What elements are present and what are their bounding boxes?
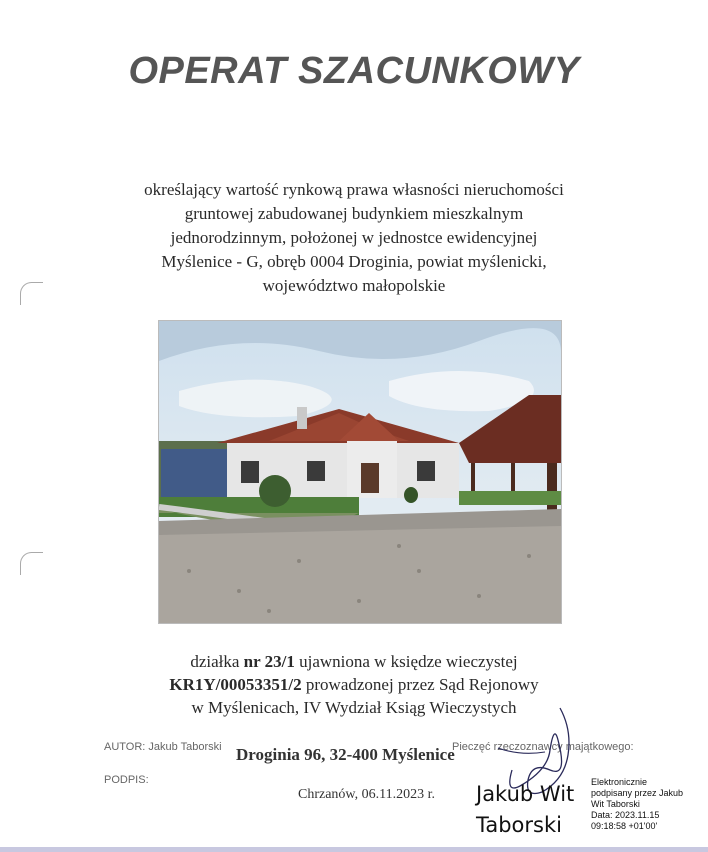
esign-line: 09:18:58 +01'00': [591, 821, 658, 831]
parcel-number: nr 23/1: [243, 652, 295, 671]
electronic-signature-info: [591, 777, 683, 832]
punch-hole-mark: [20, 552, 43, 575]
signature-label: PODPIS:: [104, 774, 149, 786]
page-edge: [0, 847, 708, 852]
signer-last-name: Taborski: [476, 813, 562, 837]
parcel-line: [120, 673, 588, 696]
parcel-text: działka: [190, 652, 244, 671]
esign-line: Elektronicznie: [591, 777, 648, 787]
description-line: Myślenice - G, obręb 0004 Droginia, powiat myślenicki,: [161, 252, 547, 271]
signer-first-name: Jakub Wit: [476, 782, 575, 806]
description-line: jednorodzinnym, położonej w jednostce ewidencyjnej: [170, 228, 538, 247]
parcel-text: prowadzonej przez Sąd Rejonowy: [301, 675, 539, 694]
esign-line: Data: 2023.11.15: [591, 810, 660, 820]
description-line: województwo małopolskie: [262, 276, 446, 295]
esign-line: podpisany przez Jakub: [591, 788, 684, 798]
property-description: [104, 178, 604, 298]
description-line: określający wartość rynkową prawa własności nieruchomości: [144, 180, 564, 199]
land-register-number: KR1Y/00053351/2: [169, 675, 302, 694]
stamp-label: Pieczęć rzeczoznawcy majątkowego:: [452, 741, 634, 753]
esign-line: Wit Taborski: [591, 799, 640, 809]
property-address: Droginia 96, 32-400 Myślenice: [236, 745, 455, 764]
author-label: AUTOR: Jakub Taborski: [104, 741, 222, 753]
place-date: Chrzanów, 06.11.2023 r.: [298, 787, 435, 802]
description-line: gruntowej zabudowanej budynkiem mieszkalnym: [184, 204, 524, 223]
parcel-line: [120, 650, 588, 673]
parcel-line: w Myślenicach, IV Wydział Ksiąg Wieczystych: [191, 698, 517, 717]
parcel-text: ujawniona w księdze wieczystej: [294, 652, 518, 671]
punch-hole-mark: [20, 282, 43, 305]
property-photo: [158, 320, 562, 624]
document-title: OPERAT SZACUNKOWY: [128, 50, 580, 92]
